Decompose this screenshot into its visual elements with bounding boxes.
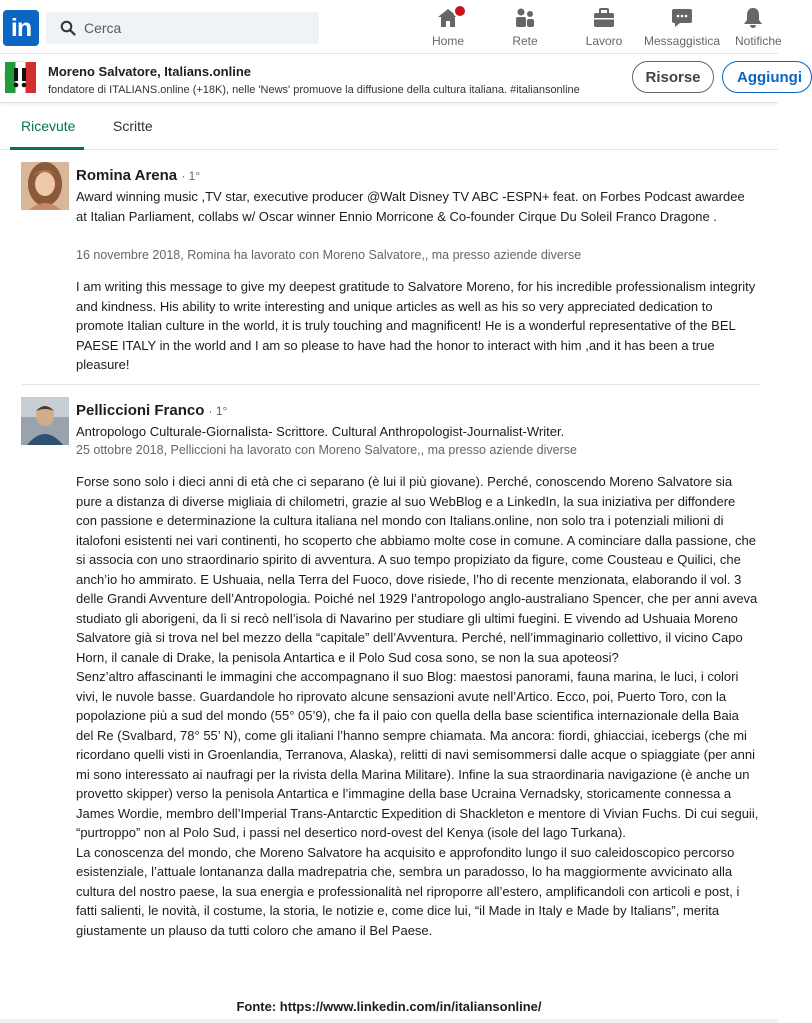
top-navigation	[0, 0, 782, 54]
profile-name: Moreno Salvatore, Italians.online	[48, 64, 251, 79]
recommendation-text	[76, 472, 759, 940]
nav-network-label: Rete	[512, 34, 538, 48]
profile-headline: fondatore di ITALIANS.online (+18K), nelle 'News' promuove la diffusione della cultura italiana. #italiansonline	[48, 84, 580, 96]
nav-messaging-label: Messaggistica	[644, 34, 721, 48]
avatar[interactable]	[21, 162, 69, 210]
notification-badge	[453, 4, 467, 18]
resources-button[interactable]: Risorse	[632, 61, 714, 93]
recommendation-paragraph: Forse sono solo i dieci anni di età che ci separano (è lui il più giovane). Perché, conoscendo Moreno Salvatore sia pure a distanza di diverse migliaia di chilometri, grazie al suo WebBlog e a LinkedIn, la sua iniziativa per diffondere con passione e determinazione la cultura italiana nel mondo con Italians.online, non solo tra i potenziali milioni di italofoni esistenti nei vari continenti, ho scoperto che abbiamo molte cose in comune. A cominciare dalla passione, che si associa con uno straordinario spirito di avventura. A suo tempo propiziato da figure, come Cousteau e Quilici, che anch’io ho ammirato. E Ushuaia, nella Terra del Fuoco, dove risiede, l’ho di recente menzionata, elaborando il vol. 3 delle Grandi Avventure dell’Antropologia. Poiché nel 1929 l’antropologo anglo-australiano Spencer, che per anni aveva studiato gli aborigeni, da lì si recò nell’isola di Navarino per studiare gli ultimi fuegini. E vivendo ad Ushuaia Moreno Salvatore già si trova nel bel mezzo della “capitale” dell’Avventura. Perché, nell’immaginario collettivo, il vicino Capo Horn, il canale di Drake, la penisola Antartica e il Polo Sud cosa sono, se non la sua apoteosi?	[76, 474, 758, 665]
connection-degree: · 1°	[208, 404, 228, 418]
tab-received[interactable]: Ricevute	[21, 118, 76, 134]
search-input[interactable]	[84, 12, 314, 44]
nav-network[interactable]	[505, 6, 545, 50]
recommendation-text	[76, 277, 759, 375]
messaging-icon	[670, 6, 694, 30]
avatar[interactable]	[21, 397, 69, 445]
recommender-headline: Antropologo Culturale-Giornalista- Scrittore. Cultural Anthropologist-Journalist-Writer.	[76, 424, 565, 439]
recommender-name-text: Pelliccioni Franco	[76, 402, 205, 419]
recommendation-tabs	[0, 104, 778, 150]
divider	[22, 384, 760, 385]
tab-given[interactable]: Scritte	[113, 118, 153, 134]
recommender-name[interactable]	[76, 167, 200, 184]
nav-home-label: Home	[431, 34, 464, 48]
nav-messaging[interactable]	[644, 6, 720, 50]
bell-icon	[741, 6, 765, 30]
italians-online-logo[interactable]	[4, 61, 35, 92]
add-section-button[interactable]: Aggiungi	[722, 61, 812, 93]
profile-sticky-header	[0, 55, 802, 103]
nav-home[interactable]	[427, 6, 469, 50]
bottom-bar	[0, 1019, 778, 1023]
recommendation-paragraph: Senz’altro affascinanti le immagini che accompagnano il suo Blog: maestosi panorami, fauna marina, le luci, i colori vivi, le nuvole basse. Guardandole ho riprovato alcune sensazioni avute nell’Artico. Ecco, poi, Puerto Toro, con la popolazione più a sud del mondo (55° 05’9), che fa il paio con quella della base scientifica internazionale della Baia del Re (Svalbard, 78° 55’ N), come gli italiani l’hanno sempre chiamata. Ma ancora: fiordi, ghiacciai, icebergs (che mi ricordano quelli visti in Groenlandia, Terranova, Alaska), relitti di navi semisommersi dalle acque o spiaggiate (per anni mi sono interessato ai naufragi per la rivista della Marina Militare). Infine la sua straordinaria navigazione (è anche un provetto skipper) verso la penisola Antartica e l’immagine della base Ucraina Vernadsky, storicamente connessa a James Wordie, membro dell’Imperial Trans-Antarctic Expedition di Shackleton e mentore di Vivian Fuchs. Di cui seguii, “purtroppo” non al Polo Sud, i passi nel desertico nord-ovest del Kenya (isole del lago Turkana).	[76, 669, 759, 840]
source-caption: Fonte: https://www.linkedin.com/in/italiansonline/	[236, 999, 542, 1014]
recommendation-paragraph: La conoscenza del mondo, che Moreno Salvatore ha acquisito e approfondito lungo il suo caleidoscopico percorso esistenziale, l’attuale lontananza dalla madrepatria che, sembra un paradosso, lo ha maggiormente avvicinato alla cultura del nostro paese, la sua energia e professionalità nel riproporre all’estero, amplificandoli con articoli e post, i fatti salienti, le novità, il costume, la storia, le notizie e, come dice lui, “il Made in Italy e Made by Italians”, merita giustamente un plauso da tutti coloro che amano il Bel Paese.	[76, 844, 740, 938]
recommendation-meta: 25 ottobre 2018, Pelliccioni ha lavorato con Moreno Salvatore,, ma presso aziende diverse	[76, 443, 577, 457]
connection-degree: · 1°	[181, 169, 201, 183]
recommender-headline: Award winning music ,TV star, executive producer @Walt Disney TV ABC -ESPN+ feat. on Forbes Podcast awardee at Italian Parliament, collabs w/ Oscar winner Ennio Morricone & Co-founder Cirque Du Soleil Franco Dragone .	[76, 189, 745, 224]
linkedin-logo-text: in	[10, 14, 32, 42]
recommender-name-text: Romina Arena	[76, 167, 178, 184]
home-icon	[436, 6, 460, 30]
recommendation-paragraph: I am writing this message to give my deepest gratitude to Salvatore Moreno, for his incredible professionalism integrity and kindness. His ability to write interesting and unique articles as well as his so very appreciated dedication to promote Italian culture in the world, it is truly touching and magnificent! He is a wonderful representative of the BEL PAESE ITALY in the world and I am so please to have had the honor to interact with him ,and it has been a true pleasure!	[76, 279, 756, 372]
search-icon	[60, 20, 76, 36]
linkedin-logo[interactable]	[3, 10, 39, 46]
recommender-name[interactable]	[76, 402, 227, 419]
recommendation-meta: 16 novembre 2018, Romina ha lavorato con Moreno Salvatore,, ma presso aziende diverse	[76, 248, 582, 262]
nav-notifications[interactable]	[735, 6, 782, 50]
nav-jobs[interactable]	[582, 6, 626, 50]
search-box[interactable]	[46, 12, 319, 44]
nav-notifications-label: Notifiche	[735, 34, 782, 48]
active-tab-indicator	[10, 147, 84, 150]
briefcase-icon	[592, 6, 616, 30]
nav-jobs-label: Lavoro	[585, 34, 623, 48]
network-icon	[513, 6, 537, 30]
